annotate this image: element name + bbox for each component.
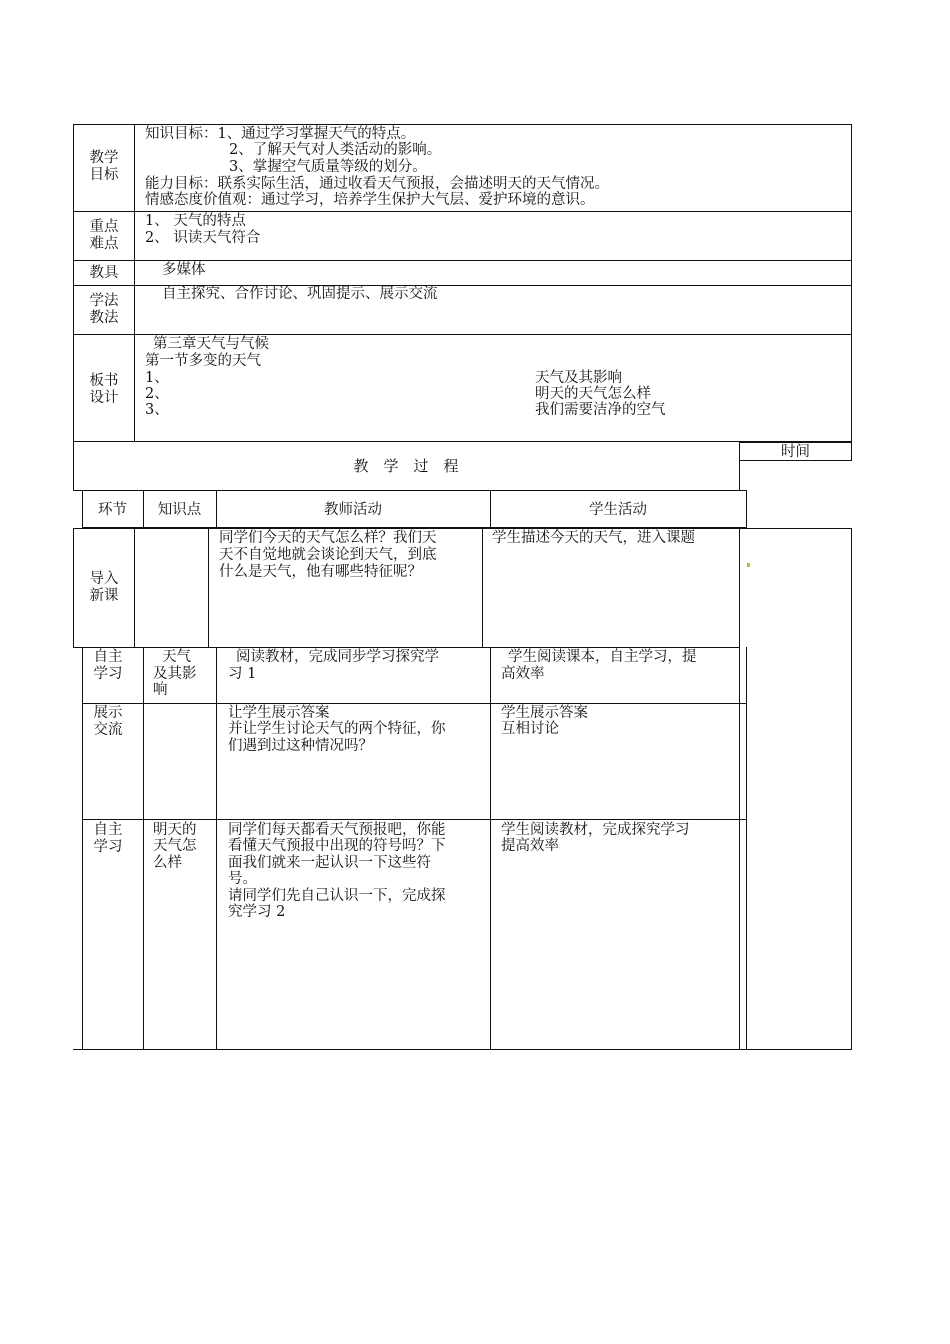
row2-teacher-line-2: 习 1 bbox=[228, 666, 257, 682]
grid-bottom bbox=[73, 1049, 852, 1050]
row1-teacher-line-2: 天不自觉地就会谈论到天气，到底 bbox=[219, 547, 437, 563]
row2-student-line-1: 学生阅读课本，自主学习，提 bbox=[508, 649, 697, 665]
board-section-title: 第一节多变的天气 bbox=[145, 353, 261, 369]
top-table-label-divider bbox=[134, 124, 135, 442]
row4-teacher-line-1: 同学们每天都看天气预报吧，你能 bbox=[228, 822, 446, 838]
row2-stage: 自主 学习 bbox=[93, 649, 123, 682]
divider-objectives bbox=[73, 211, 852, 212]
row1-bottom bbox=[73, 647, 739, 648]
tools-label: 教具 bbox=[89, 265, 119, 281]
methods-label: 学法 教法 bbox=[89, 293, 119, 326]
grid-vline-4 bbox=[490, 647, 491, 1049]
grid-vline-7 bbox=[851, 528, 852, 1049]
row1-vline-2 bbox=[134, 528, 135, 647]
row3-student-line-1: 学生展示答案 bbox=[501, 705, 588, 721]
row2-knowledge-line-3: 响 bbox=[153, 682, 168, 698]
row3-student-line-2: 互相讨论 bbox=[501, 721, 559, 737]
top-table bbox=[73, 124, 852, 442]
row4-teacher-line-6: 究学习 2 bbox=[228, 904, 286, 920]
row4-teacher-line-2: 看懂天气预报中出现的符号吗？下 bbox=[228, 838, 446, 854]
row2-bottom bbox=[82, 703, 747, 704]
row4-student-line-1: 学生阅读教材，完成探究学习 bbox=[501, 822, 690, 838]
row4-knowledge-line-2: 天气怎 bbox=[153, 838, 197, 854]
board-chapter-title: 第三章天气与气候 bbox=[153, 336, 269, 352]
column-header-knowledge: 知识点 bbox=[157, 502, 202, 518]
objective-line-1: 知识目标：1、通过学习掌握天气的特点。 bbox=[145, 126, 416, 142]
row1-vline-4 bbox=[482, 528, 483, 647]
row3-teacher-line-1: 让学生展示答案 bbox=[228, 705, 330, 721]
divider-methods bbox=[73, 334, 852, 335]
grid-vline-3 bbox=[216, 647, 217, 1049]
board-number-3: 3、 bbox=[145, 402, 169, 418]
process-title: 教 学 过 程 bbox=[353, 457, 459, 475]
grid-vline-5 bbox=[739, 647, 740, 1049]
column-header-teacher: 教师活动 bbox=[324, 502, 382, 518]
key-point-2: 2、 识读天气符合 bbox=[145, 230, 261, 246]
row3-teacher-line-2: 并让学生讨论天气的两个特征，你 bbox=[228, 721, 446, 737]
row1-top bbox=[73, 528, 852, 529]
row2-knowledge-line-2: 及其影 bbox=[153, 666, 197, 682]
board-item-3: 我们需要洁净的空气 bbox=[535, 402, 666, 418]
row2-teacher-line-1: 阅读教材，完成同步学习探究学 bbox=[236, 649, 439, 665]
board-number-1: 1、 bbox=[145, 370, 169, 386]
row4-knowledge-line-3: 么样 bbox=[153, 855, 182, 871]
objective-line-3: 3、掌握空气质量等级的划分。 bbox=[229, 159, 427, 175]
methods-value: 自主探究、合作讨论、巩固提示、展示交流 bbox=[162, 286, 438, 302]
key-point-1: 1、 天气的特点 bbox=[145, 213, 246, 229]
tools-value: 多媒体 bbox=[162, 262, 206, 278]
divider-keypoints bbox=[73, 260, 852, 261]
column-header-stage: 环节 bbox=[98, 502, 127, 518]
row3-bottom bbox=[82, 819, 747, 820]
row1-stage: 导入 新课 bbox=[89, 571, 119, 604]
board-label: 板书 设计 bbox=[89, 373, 119, 406]
row4-knowledge-line-1: 明天的 bbox=[153, 822, 197, 838]
grid-vline-2 bbox=[143, 647, 144, 1049]
row4-teacher-line-5: 请同学们先自己认识一下，完成探 bbox=[228, 888, 446, 904]
column-header-top bbox=[82, 490, 747, 491]
objectives-label: 教学 目标 bbox=[89, 150, 119, 183]
board-item-2: 明天的天气怎么样 bbox=[535, 386, 651, 402]
row4-teacher-line-4: 号。 bbox=[228, 871, 257, 887]
key-points-label: 重点 难点 bbox=[89, 219, 119, 252]
header-vline-5 bbox=[746, 490, 747, 527]
time-label: 时间 bbox=[781, 444, 810, 460]
row3-teacher-line-3: 们遇到过这种情况吗？ bbox=[228, 738, 373, 754]
row1-vline-5 bbox=[739, 528, 740, 647]
objective-line-5: 情感态度价值观：通过学习，培养学生保护大气层、爱护环境的意识。 bbox=[145, 192, 595, 208]
row1-vline-3 bbox=[208, 528, 209, 647]
board-item-1: 天气及其影响 bbox=[535, 370, 622, 386]
board-number-2: 2、 bbox=[145, 386, 169, 402]
objective-line-4: 能力目标：联系实际生活，通过收看天气预报，会描述明天的天气情况。 bbox=[145, 176, 609, 192]
row3-stage: 展示 交流 bbox=[93, 705, 123, 738]
row4-student-line-2: 提高效率 bbox=[501, 838, 559, 854]
row1-teacher-line-1: 同学们今天的天气怎么样？我们天 bbox=[219, 530, 437, 546]
row2-student-line-2: 高效率 bbox=[501, 666, 545, 682]
column-header-student: 学生活动 bbox=[589, 502, 647, 518]
grid-vline-6 bbox=[746, 647, 747, 1049]
row1-student-line-1: 学生描述今天的天气，进入课题 bbox=[492, 530, 695, 546]
row1-teacher-line-3: 什么是天气，他有哪些特征呢？ bbox=[219, 564, 422, 580]
row2-knowledge-line-1: 天气 bbox=[162, 649, 191, 665]
row4-stage: 自主 学习 bbox=[93, 822, 123, 855]
green-dot-mark bbox=[747, 563, 750, 567]
row4-teacher-line-3: 面我们就来一起认识一下这些符 bbox=[228, 855, 431, 871]
objective-line-2: 2、了解天气对人类活动的影响。 bbox=[229, 142, 442, 158]
